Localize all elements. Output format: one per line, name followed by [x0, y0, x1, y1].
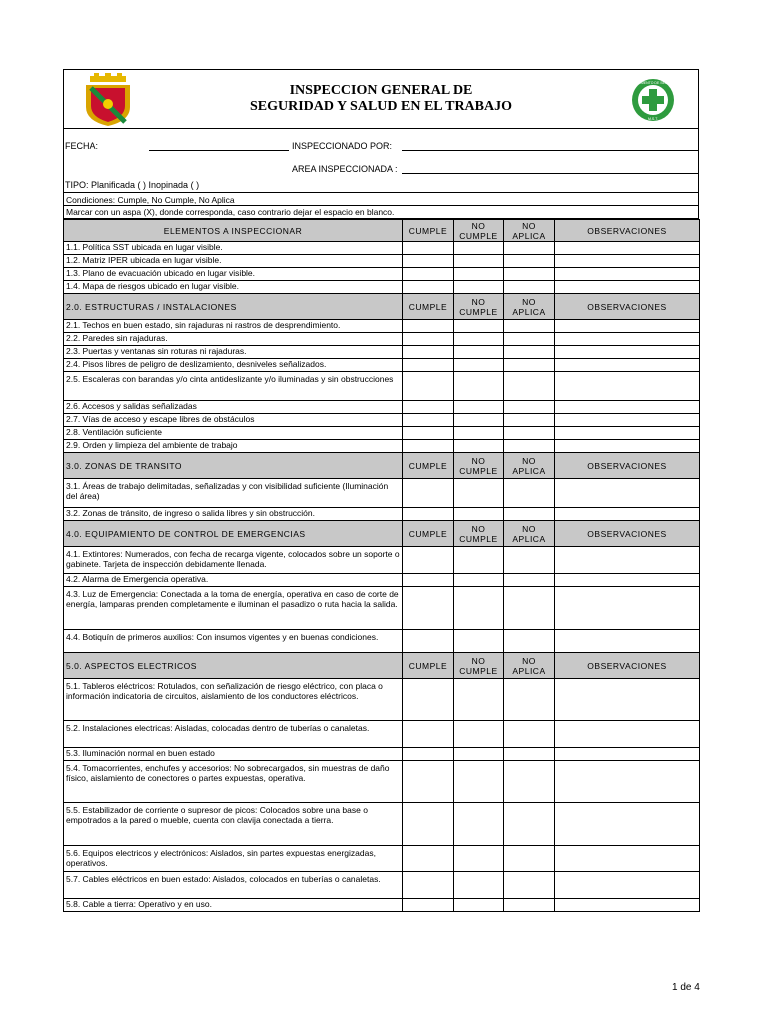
- observaciones-cell[interactable]: [555, 320, 700, 333]
- col-no-aplica: [504, 294, 555, 320]
- cumple-cell[interactable]: [403, 846, 454, 872]
- col-no-cumple-l2: CUMPLE: [459, 665, 498, 676]
- no-cumple-cell[interactable]: [454, 401, 504, 414]
- observaciones-cell[interactable]: [555, 899, 700, 912]
- no-cumple-cell[interactable]: [454, 721, 504, 748]
- no-cumple-cell[interactable]: [454, 574, 504, 587]
- item-label: 5.7. Cables eléctricos en buen estado: Aislados, colocados en tuberías o canaletas.: [64, 872, 403, 899]
- col-no-aplica-l2: APLICA: [512, 665, 546, 676]
- col-no-aplica-l1: NO: [522, 523, 536, 534]
- no-cumple-cell[interactable]: [454, 679, 504, 721]
- cumple-cell[interactable]: [403, 748, 454, 761]
- observaciones-cell[interactable]: [555, 574, 700, 587]
- observaciones-cell[interactable]: [555, 255, 700, 268]
- item-label: 4.2. Alarma de Emergencia operativa.: [64, 574, 403, 587]
- item-label: 4.4. Botiquín de primeros auxilios: Con insumos vigentes y en buenas condiciones.: [64, 630, 403, 653]
- cumple-cell[interactable]: [403, 346, 454, 359]
- checklist-table: [63, 219, 700, 912]
- observaciones-cell[interactable]: [555, 479, 700, 508]
- observaciones-cell[interactable]: [555, 679, 700, 721]
- no-cumple-cell[interactable]: [454, 333, 504, 346]
- observaciones-cell[interactable]: [555, 721, 700, 748]
- col-observaciones: OBSERVACIONES: [555, 294, 700, 320]
- observaciones-cell[interactable]: [555, 547, 700, 574]
- col-no-aplica-l2: APLICA: [512, 533, 546, 544]
- table-row: [64, 333, 700, 346]
- col-no-cumple: [454, 453, 504, 479]
- item-label: 2.3. Puertas y ventanas sin roturas ni rajaduras.: [64, 346, 403, 359]
- no-aplica-cell[interactable]: [504, 268, 555, 281]
- no-cumple-cell[interactable]: [454, 372, 504, 401]
- cumple-cell[interactable]: [403, 414, 454, 427]
- no-cumple-cell[interactable]: [454, 761, 504, 803]
- col-no-aplica-l1: NO: [522, 220, 536, 231]
- section-header: [64, 294, 700, 320]
- table-row: [64, 359, 700, 372]
- no-aplica-cell[interactable]: [504, 346, 555, 359]
- col-no-cumple: [454, 521, 504, 547]
- col-no-cumple-l2: CUMPLE: [459, 533, 498, 544]
- item-label: 5.1. Tableros eléctricos: Rotulados, con señalización de riesgo eléctrico, con placa o información indicatoria de circuitos, aislamiento de los conductores eléctricos.: [64, 679, 403, 721]
- no-aplica-cell[interactable]: [504, 761, 555, 803]
- no-aplica-cell[interactable]: [504, 899, 555, 912]
- inspeccionado-label: INSPECCIONADO POR:: [292, 141, 393, 151]
- page-number: 1 de 4: [672, 982, 700, 993]
- item-label: 5.6. Equipos electricos y electrónicos: Aislados, sin partes expuestas energizadas, operativos.: [64, 846, 403, 872]
- col-no-aplica-l2: APLICA: [512, 306, 546, 317]
- table-row: [64, 479, 700, 508]
- instructions-text: Marcar con un aspa (X), donde corresponda, caso contrario dejar el espacio en blanco.: [66, 207, 395, 217]
- no-cumple-cell[interactable]: [454, 255, 504, 268]
- no-aplica-cell[interactable]: [504, 255, 555, 268]
- no-aplica-cell[interactable]: [504, 721, 555, 748]
- item-label: 2.4. Pisos libres de peligro de deslizamiento, desniveles señalizados.: [64, 359, 403, 372]
- cumple-cell[interactable]: [403, 574, 454, 587]
- observaciones-cell[interactable]: [555, 268, 700, 281]
- fecha-label: FECHA:: [65, 141, 99, 151]
- observaciones-cell[interactable]: [555, 427, 700, 440]
- cumple-cell[interactable]: [403, 427, 454, 440]
- col-no-aplica-l1: NO: [522, 655, 536, 666]
- table-row: [64, 401, 700, 414]
- section-header: [64, 653, 700, 679]
- col-no-cumple-l1: NO: [471, 296, 486, 307]
- no-aplica-cell[interactable]: [504, 320, 555, 333]
- cumple-cell[interactable]: [403, 721, 454, 748]
- item-label: 2.6. Accesos y salidas señalizadas: [64, 401, 403, 414]
- inspeccionado-field[interactable]: [402, 150, 698, 151]
- no-aplica-cell[interactable]: [504, 401, 555, 414]
- item-label: 2.8. Ventilación suficiente: [64, 427, 403, 440]
- no-aplica-cell[interactable]: [504, 574, 555, 587]
- observaciones-cell[interactable]: [555, 440, 700, 453]
- item-label: 1.1. Política SST ubicada en lugar visible.: [64, 242, 403, 255]
- observaciones-cell[interactable]: [555, 346, 700, 359]
- item-label: 2.9. Orden y limpieza del ambiente de trabajo: [64, 440, 403, 453]
- condiciones-row: [63, 192, 699, 206]
- no-aplica-cell[interactable]: [504, 630, 555, 653]
- table-row: [64, 803, 700, 846]
- cumple-cell[interactable]: [403, 508, 454, 521]
- observaciones-cell[interactable]: [555, 281, 700, 294]
- no-aplica-cell[interactable]: [504, 359, 555, 372]
- no-cumple-cell[interactable]: [454, 547, 504, 574]
- cumple-cell[interactable]: [403, 479, 454, 508]
- table-row: [64, 414, 700, 427]
- cumple-cell[interactable]: [403, 320, 454, 333]
- cumple-cell[interactable]: [403, 255, 454, 268]
- item-label: 3.1. Áreas de trabajo delimitadas, señalizadas y con visibilidad suficiente (Iluminación del área): [64, 479, 403, 508]
- no-cumple-cell[interactable]: [454, 587, 504, 630]
- no-cumple-cell[interactable]: [454, 359, 504, 372]
- tipo-row: [63, 179, 699, 192]
- no-aplica-cell[interactable]: [504, 748, 555, 761]
- badge-text-top: DEPARTAMENTO DE SEGURIDAD: [624, 81, 682, 85]
- table-row: [64, 630, 700, 653]
- col-observaciones: OBSERVACIONES: [555, 220, 700, 242]
- col-no-cumple-l1: NO: [471, 523, 486, 534]
- col-no-aplica-l1: NO: [522, 296, 536, 307]
- table-row: [64, 846, 700, 872]
- no-aplica-cell[interactable]: [504, 547, 555, 574]
- observaciones-cell[interactable]: [555, 803, 700, 846]
- cumple-cell[interactable]: [403, 547, 454, 574]
- observaciones-cell[interactable]: [555, 372, 700, 401]
- item-label: 5.8. Cable a tierra: Operativo y en uso.: [64, 899, 403, 912]
- no-cumple-cell[interactable]: [454, 414, 504, 427]
- no-cumple-cell[interactable]: [454, 479, 504, 508]
- col-no-aplica: [504, 453, 555, 479]
- table-row: [64, 372, 700, 401]
- col-no-aplica: [504, 653, 555, 679]
- item-label: 1.4. Mapa de riesgos ubicado en lugar visible.: [64, 281, 403, 294]
- col-no-cumple-l1: NO: [471, 655, 486, 666]
- no-cumple-cell[interactable]: [454, 846, 504, 872]
- table-row: [64, 427, 700, 440]
- no-aplica-cell[interactable]: [504, 333, 555, 346]
- item-label: 5.5. Estabilizador de corriente o supresor de picos: Colocados sobre una base o empotrados a la pared o mueble, cuenta con clavija conectada a tierra.: [64, 803, 403, 846]
- table-row: [64, 574, 700, 587]
- table-row: [64, 587, 700, 630]
- item-label: 2.7. Vías de acceso y escape libres de obstáculos: [64, 414, 403, 427]
- no-aplica-cell[interactable]: [504, 479, 555, 508]
- item-label: 4.1. Extintores: Numerados, con fecha de recarga vigente, colocados sobre un soporte o gabinete. Tarjeta de inspección debidamente llenada.: [64, 547, 403, 574]
- item-label: 2.2. Paredes sin rajaduras.: [64, 333, 403, 346]
- section-title: 4.0. EQUIPAMIENTO DE CONTROL DE EMERGENCIAS: [64, 521, 403, 547]
- no-aplica-cell[interactable]: [504, 414, 555, 427]
- no-cumple-cell[interactable]: [454, 440, 504, 453]
- table-row: [64, 242, 700, 255]
- instructions-row: [63, 206, 699, 219]
- no-aplica-cell[interactable]: [504, 679, 555, 721]
- col-cumple: CUMPLE: [403, 521, 454, 547]
- cumple-cell[interactable]: [403, 372, 454, 401]
- item-label: 2.5. Escaleras con barandas y/o cinta antideslizante y/o iluminadas y sin obstrucciones: [64, 372, 403, 401]
- table-row: [64, 440, 700, 453]
- cumple-cell[interactable]: [403, 803, 454, 846]
- col-no-cumple-l2: CUMPLE: [459, 465, 498, 476]
- col-no-aplica-l2: APLICA: [512, 465, 546, 476]
- table-row: [64, 281, 700, 294]
- section-title: 2.0. ESTRUCTURAS / INSTALACIONES: [64, 294, 403, 320]
- col-no-aplica-l1: NO: [522, 455, 536, 466]
- item-label: 2.1. Techos en buen estado, sin rajaduras ni rastros de desprendimiento.: [64, 320, 403, 333]
- item-label: 1.3. Plano de evacuación ubicado en lugar visible.: [64, 268, 403, 281]
- table-row: [64, 508, 700, 521]
- no-aplica-cell[interactable]: [504, 281, 555, 294]
- no-cumple-cell[interactable]: [454, 268, 504, 281]
- observaciones-cell[interactable]: [555, 333, 700, 346]
- safety-department-badge-icon: [624, 78, 682, 122]
- no-aplica-cell[interactable]: [504, 846, 555, 872]
- item-label: 4.3. Luz de Emergencia: Conectada a la toma de energía, operativa en caso de corte de energía, lamparas prenden completamente e iluminan el pasadizo o ruta hacia la salida.: [64, 587, 403, 630]
- cumple-cell[interactable]: [403, 872, 454, 899]
- no-aplica-cell[interactable]: [504, 440, 555, 453]
- col-cumple: CUMPLE: [403, 453, 454, 479]
- table-row: [64, 748, 700, 761]
- col-observaciones: OBSERVACIONES: [555, 521, 700, 547]
- cumple-cell[interactable]: [403, 587, 454, 630]
- tipo-text: TIPO: Planificada ( ) Inopinada ( ): [65, 180, 200, 190]
- observaciones-cell[interactable]: [555, 508, 700, 521]
- no-cumple-cell[interactable]: [454, 427, 504, 440]
- observaciones-cell[interactable]: [555, 748, 700, 761]
- section-title: ELEMENTOS A INSPECCIONAR: [64, 220, 403, 242]
- table-row: [64, 320, 700, 333]
- observaciones-cell[interactable]: [555, 401, 700, 414]
- table-row: [64, 679, 700, 721]
- col-no-cumple-l2: CUMPLE: [459, 306, 498, 317]
- section-header: [64, 220, 700, 242]
- area-field[interactable]: [402, 173, 698, 174]
- inspection-form: [63, 69, 699, 912]
- cumple-cell[interactable]: [403, 281, 454, 294]
- observaciones-cell[interactable]: [555, 242, 700, 255]
- cumple-cell[interactable]: [403, 679, 454, 721]
- section-header: [64, 521, 700, 547]
- cumple-cell[interactable]: [403, 401, 454, 414]
- form-header: [63, 69, 699, 129]
- cumple-cell[interactable]: [403, 899, 454, 912]
- observaciones-cell[interactable]: [555, 846, 700, 872]
- title-line-2: SEGURIDAD Y SALUD EN EL TRABAJO: [249, 99, 513, 114]
- no-cumple-cell[interactable]: [454, 320, 504, 333]
- col-cumple: CUMPLE: [403, 294, 454, 320]
- fecha-field[interactable]: [149, 150, 289, 151]
- condiciones-text: Condiciones: Cumple, No Cumple, No Aplica: [66, 195, 235, 205]
- no-cumple-cell[interactable]: [454, 748, 504, 761]
- observaciones-cell[interactable]: [555, 872, 700, 899]
- no-cumple-cell[interactable]: [454, 899, 504, 912]
- col-no-cumple: [454, 653, 504, 679]
- fecha-row: [63, 129, 699, 153]
- no-cumple-cell[interactable]: [454, 508, 504, 521]
- col-no-cumple-l2: CUMPLE: [459, 230, 498, 241]
- cumple-cell[interactable]: [403, 359, 454, 372]
- section-header: [64, 453, 700, 479]
- col-no-cumple: [454, 294, 504, 320]
- no-aplica-cell[interactable]: [504, 508, 555, 521]
- table-row: [64, 346, 700, 359]
- table-row: [64, 761, 700, 803]
- cumple-cell[interactable]: [403, 630, 454, 653]
- area-row: [63, 153, 699, 179]
- observaciones-cell[interactable]: [555, 414, 700, 427]
- cumple-cell[interactable]: [403, 268, 454, 281]
- section-title: 5.0. ASPECTOS ELECTRICOS: [64, 653, 403, 679]
- col-no-cumple: [454, 220, 504, 242]
- observaciones-cell[interactable]: [555, 359, 700, 372]
- cumple-cell[interactable]: [403, 242, 454, 255]
- col-no-cumple-l1: NO: [471, 220, 486, 231]
- col-cumple: CUMPLE: [403, 653, 454, 679]
- observaciones-cell[interactable]: [555, 761, 700, 803]
- no-aplica-cell[interactable]: [504, 587, 555, 630]
- item-label: 5.4. Tomacorrientes, enchufes y accesorios: No sobrecargados, sin muestras de daño físico, aislamiento de conectores o partes expuestas, operativa.: [64, 761, 403, 803]
- table-row: [64, 268, 700, 281]
- no-aplica-cell[interactable]: [504, 427, 555, 440]
- col-no-aplica-l2: APLICA: [512, 230, 546, 241]
- area-label: AREA INSPECCIONADA :: [292, 164, 398, 174]
- no-aplica-cell[interactable]: [504, 372, 555, 401]
- no-cumple-cell[interactable]: [454, 346, 504, 359]
- cumple-cell[interactable]: [403, 333, 454, 346]
- item-label: 5.3. Iluminación normal en buen estado: [64, 748, 403, 761]
- item-label: 3.2. Zonas de tránsito, de ingreso o salida libres y sin obstrucción.: [64, 508, 403, 521]
- cumple-cell[interactable]: [403, 440, 454, 453]
- no-cumple-cell[interactable]: [454, 630, 504, 653]
- col-no-aplica: [504, 521, 555, 547]
- table-row: [64, 899, 700, 912]
- table-row: [64, 255, 700, 268]
- badge-text-bottom: M.S.T.: [648, 117, 658, 121]
- no-cumple-cell[interactable]: [454, 242, 504, 255]
- item-label: 1.2. Matriz IPER ubicada en lugar visible.: [64, 255, 403, 268]
- table-row: [64, 721, 700, 748]
- section-title: 3.0. ZONAS DE TRANSITO: [64, 453, 403, 479]
- table-row: [64, 547, 700, 574]
- title-line-1: INSPECCION GENERAL DE: [289, 83, 473, 98]
- no-aplica-cell[interactable]: [504, 872, 555, 899]
- observaciones-cell[interactable]: [555, 630, 700, 653]
- col-cumple: CUMPLE: [403, 220, 454, 242]
- no-aplica-cell[interactable]: [504, 803, 555, 846]
- col-observaciones: OBSERVACIONES: [555, 653, 700, 679]
- no-cumple-cell[interactable]: [454, 872, 504, 899]
- col-no-aplica: [504, 220, 555, 242]
- no-cumple-cell[interactable]: [454, 281, 504, 294]
- no-aplica-cell[interactable]: [504, 242, 555, 255]
- cumple-cell[interactable]: [403, 761, 454, 803]
- col-no-cumple-l1: NO: [471, 455, 486, 466]
- observaciones-cell[interactable]: [555, 587, 700, 630]
- table-row: [64, 872, 700, 899]
- no-cumple-cell[interactable]: [454, 803, 504, 846]
- col-observaciones: OBSERVACIONES: [555, 453, 700, 479]
- item-label: 5.2. Instalaciones electricas: Aisladas, colocadas dentro de tuberías o canaletas.: [64, 721, 403, 748]
